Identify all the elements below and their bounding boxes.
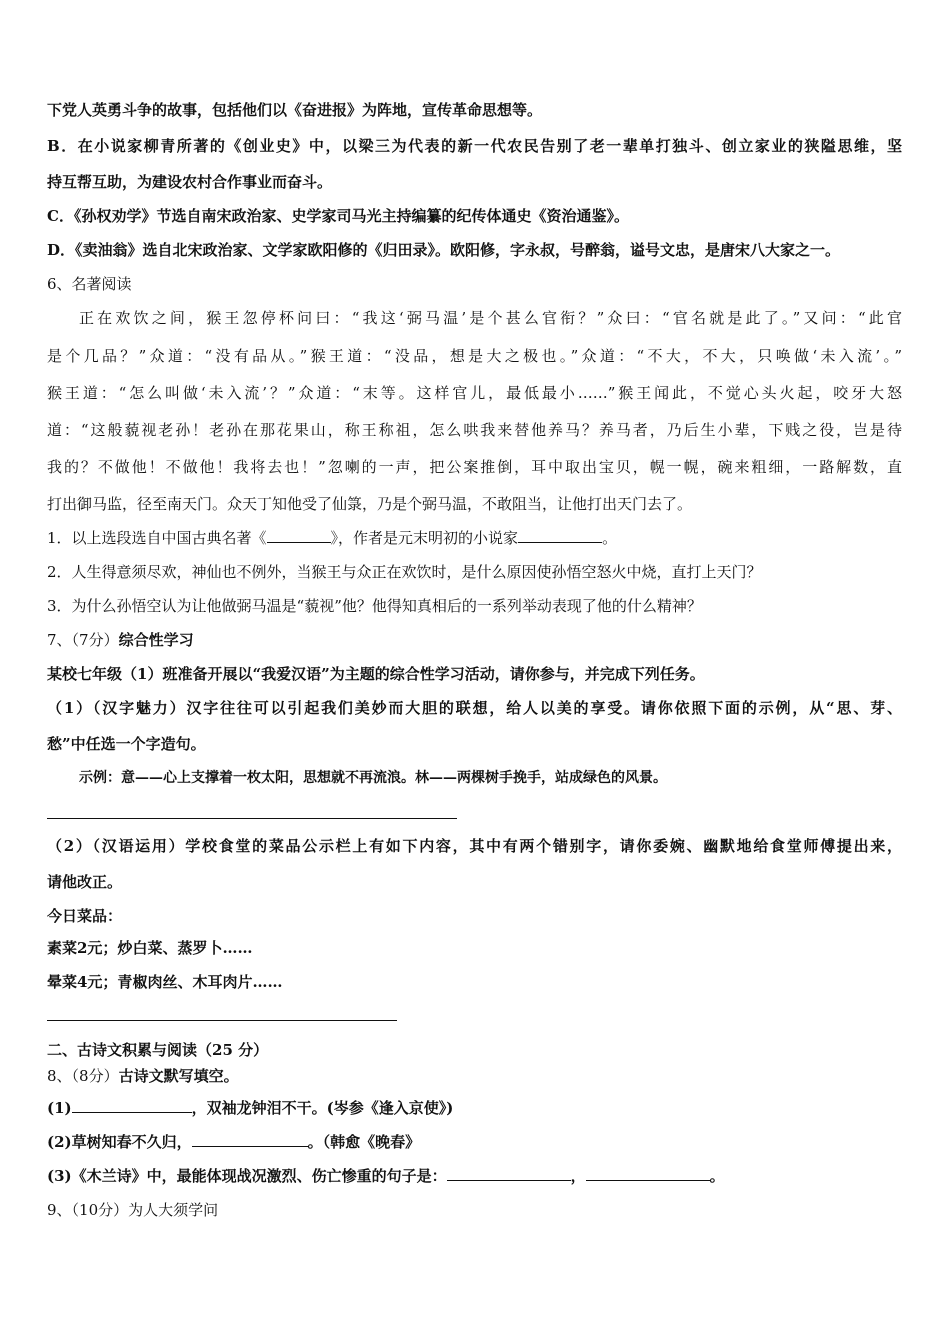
menu-meat-dishes: 晕菜4元；青椒肉丝、木耳肉片…… xyxy=(47,973,283,991)
q7-heading xyxy=(47,630,194,650)
q9-heading: 9、（10分）为人大须学问 xyxy=(47,1201,219,1219)
q8-item-1 xyxy=(47,1098,453,1118)
q6-passage-line4: 道：“这般藐视老孙！老孙在那花果山，称王称祖，怎么哄我来替他养马？养马者，乃后生小辈，下贱之役，岂是待 xyxy=(47,421,902,439)
q7-task1-line2: 愁”中任选一个字造句。 xyxy=(47,735,206,753)
author-blank[interactable] xyxy=(518,528,602,543)
q8-heading-number: 8、（8分） xyxy=(47,1067,119,1085)
q7-example: 示例：意——心上支撑着一枚太阳，思想就不再流浪。林——两棵树手挽手，站成绿色的风景。 xyxy=(79,770,667,786)
q8-item3-blank-a[interactable] xyxy=(447,1166,571,1181)
q5-option-d: D．《卖油翁》选自北宋政治家、文学家欧阳修的《归田录》。欧阳修，字永叔，号醉翁，谥号文忠，是唐宋八大家之一。 xyxy=(47,241,841,259)
q8-item2-blank[interactable] xyxy=(192,1132,308,1147)
q7-task1-line1: （1）（汉字魅力）汉字往往可以引起我们美妙而大胆的联想，给人以美的享受。请你依照下面的示例，从“思、芽、 xyxy=(47,699,902,717)
q7-heading-title: 综合性学习 xyxy=(118,631,194,649)
q8-item1-prefix: (1) xyxy=(47,1099,72,1117)
q8-item3-prefix: (3)《木兰诗》中，最能体现战况激烈、伤亡惨重的句子是： xyxy=(47,1167,447,1185)
q6-question-2: 2．人生得意须尽欢，神仙也不例外，当猴王与众正在欢饮时，是什么原因使孙悟空怒火中烧，直打上天门？ xyxy=(47,563,762,581)
q8-item3-separator: ， xyxy=(570,1167,586,1185)
q5-option-c: C．《孙权劝学》节选自南宋政治家、史学家司马光主持编纂的纪传体通史《资治通鉴》。 xyxy=(47,207,629,225)
q6-passage-line6: 打出御马监，径至南天门。众天丁知他受了仙箓，乃是个弼马温，不敢阻当，让他打出天门去了。 xyxy=(47,495,693,513)
q8-item3-suffix: 。 xyxy=(709,1167,725,1185)
q5-option-b-line2: 持互帮互助，为建设农村合作事业而奋斗。 xyxy=(47,173,333,191)
q6-q1-text-c: 。 xyxy=(602,529,618,547)
section-two-heading: 二、古诗文积累与阅读（25 分） xyxy=(47,1041,269,1059)
book-title-blank[interactable] xyxy=(267,528,331,543)
q5-continued-line: 下党人英勇斗争的故事，包括他们以《奋进报》为阵地，宣传革命思想等。 xyxy=(47,101,543,119)
q8-item2-suffix: 。（韩愈《晚春》 xyxy=(307,1133,421,1151)
menu-vegetable-dishes: 素菜2元；炒白菜、蒸罗卜…… xyxy=(47,939,253,957)
q7-intro: 某校七年级（1）班准备开展以“我爱汉语”为主题的综合性学习活动，请你参与，并完成下列任务。 xyxy=(47,665,705,683)
q6-question-1 xyxy=(47,528,617,548)
q7-task2-line2: 请他改正。 xyxy=(47,873,123,891)
answer-line-task1[interactable] xyxy=(47,818,457,819)
q6-heading: 6、名著阅读 xyxy=(47,275,132,293)
menu-title: 今日菜品： xyxy=(47,907,123,925)
q7-task2-line1: （2）（汉语运用）学校食堂的菜品公示栏上有如下内容，其中有两个错别字，请你委婉、幽默地给食堂师傅提出来， xyxy=(47,837,902,855)
q8-item-2 xyxy=(47,1132,420,1152)
q6-passage-line3: 猴王道：“怎么叫做‘未入流’？”众道：“末等。这样官儿，最低最小……”猴王闻此，不觉心头火起，咬牙大怒 xyxy=(47,384,902,402)
q8-item2-prefix: (2)草树知春不久归， xyxy=(47,1133,192,1151)
q6-passage-line5: 我的？不做他！不做他！我将去也！”忽喇的一声，把公案推倒，耳中取出宝贝，幌一幌，碗来粗细，一路解数，直 xyxy=(47,458,902,476)
q8-heading xyxy=(47,1066,239,1086)
q6-passage-line2: 是个几品？”众道：“没有品从。”猴王道：“没品，想是大之极也。”众道：“不大，不大，只唤做‘未入流’。” xyxy=(47,347,902,365)
q8-item1-blank[interactable] xyxy=(72,1098,192,1113)
q8-item3-blank-b[interactable] xyxy=(586,1166,710,1181)
q6-q1-text-b: 》，作者是元末明初的小说家 xyxy=(330,529,519,547)
q8-item1-suffix: ，双袖龙钟泪不干。(岑参《逢入京使》) xyxy=(191,1099,454,1117)
q8-item-3 xyxy=(47,1166,725,1186)
q6-question-3: 3．为什么孙悟空认为让他做弼马温是“藐视”他？他得知真相后的一系列举动表现了他的什么精神？ xyxy=(47,597,702,615)
q5-option-b-line1: B．在小说家柳青所著的《创业史》中，以梁三为代表的新一代农民告别了老一辈单打独斗、创立家业的狭隘思维，坚 xyxy=(47,137,902,155)
q8-heading-title: 古诗文默写填空。 xyxy=(118,1067,239,1085)
answer-line-task2[interactable] xyxy=(47,1020,397,1021)
q6-passage-line1: 正在欢饮之间，猴王忽停杯问曰：“我这‘弼马温’是个甚么官衔？”众曰：“官名就是此了。”又问：“此官 xyxy=(79,309,902,327)
q6-q1-text-a: 1．以上选段选自中国古典名著《 xyxy=(47,529,267,547)
q7-heading-number: 7、（7分） xyxy=(47,631,119,649)
